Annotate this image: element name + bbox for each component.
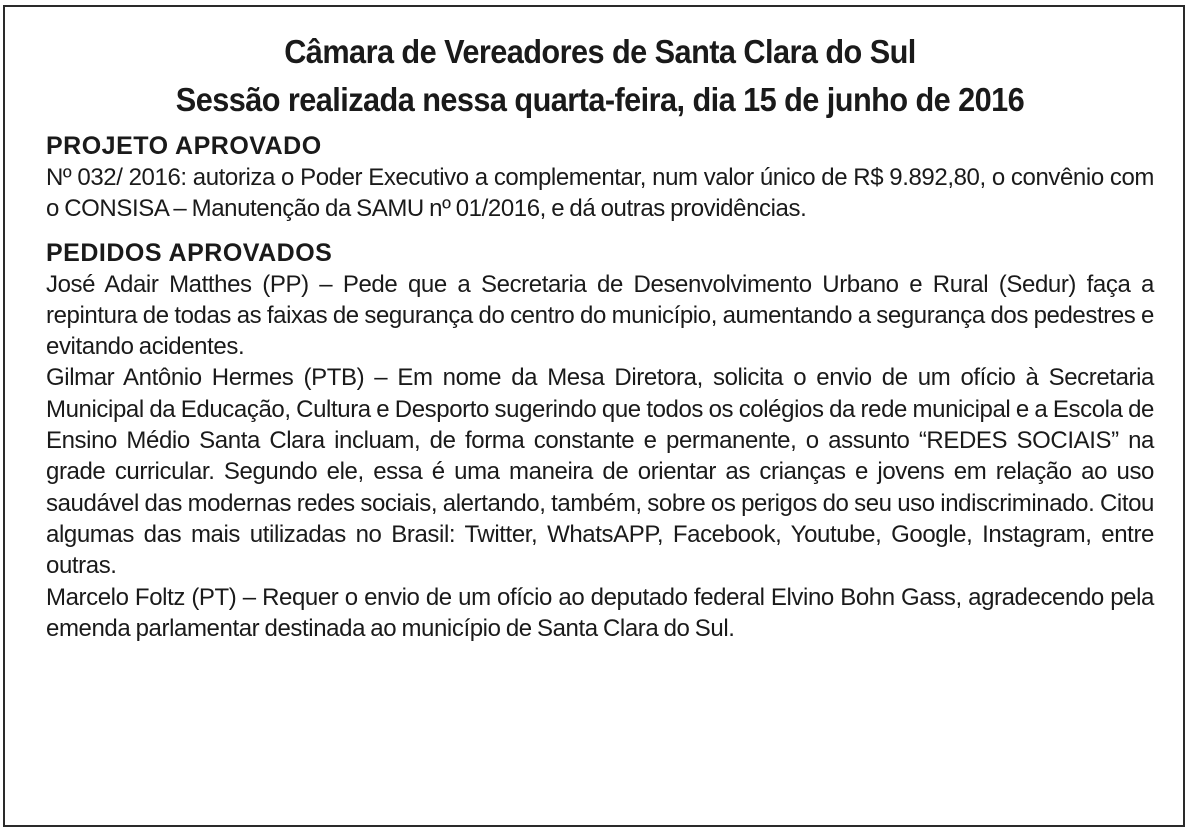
- projeto-text: Nº 032/ 2016: autoriza o Poder Executivo a complementar, num valor único de R$ 9.892,80, o convênio com o CONSISA – Manutenção da SAMU nº 01/2016, e dá outras providências.: [46, 164, 1154, 223]
- document-title: [85, 28, 1115, 124]
- pedido-item-hermes: Gilmar Antônio Hermes (PTB) – Em nome da Mesa Diretora, solicita o envio de um ofício à Secretaria Municipal da Educação, Cultura e Desporto sugerindo que todos os colégios da rede municipal e a Escola de Ensino Médio Santa Clara incluam, de forma constante e permanente, o assunto “REDES SOCIAIS” na grade curricular. Segundo ele, essa é uma maneira de orientar as crianças e jovens em relação ao uso saudável das modernas redes sociais, alertando, também, sobre os perigos do seu uso indiscriminado. Citou algumas das mais utilizadas no Brasil: Twitter, WhatsAPP, Facebook, Youtube, Google, Instagram, entre outras.: [46, 364, 1154, 580]
- spacer: [46, 225, 1154, 237]
- pedidos-section: [46, 237, 1154, 645]
- document-body: [46, 28, 1154, 644]
- pedido-item-foltz: Marcelo Foltz (PT) – Requer o envio de um ofício ao deputado federal Elvino Bohn Gass, agradecendo pela emenda parlamentar destinada ao município de Santa Clara do Sul.: [46, 583, 1154, 642]
- projeto-section: [46, 130, 1154, 225]
- projeto-heading: PROJETO APROVADO: [46, 132, 322, 160]
- title-line-1: Câmara de Vereadores de Santa Clara do Sul: [284, 33, 916, 70]
- pedido-item-matthes: José Adair Matthes (PP) – Pede que a Secretaria de Desenvolvimento Urbano e Rural (Sedur) faça a repintura de todas as faixas de segurança do centro do município, aumentando a segurança dos pedestres e evitando acidentes.: [46, 270, 1154, 361]
- title-line-2: Sessão realizada nessa quarta-feira, dia 15 de junho de 2016: [175, 81, 1025, 118]
- pedidos-heading: PEDIDOS APROVADOS: [46, 238, 333, 267]
